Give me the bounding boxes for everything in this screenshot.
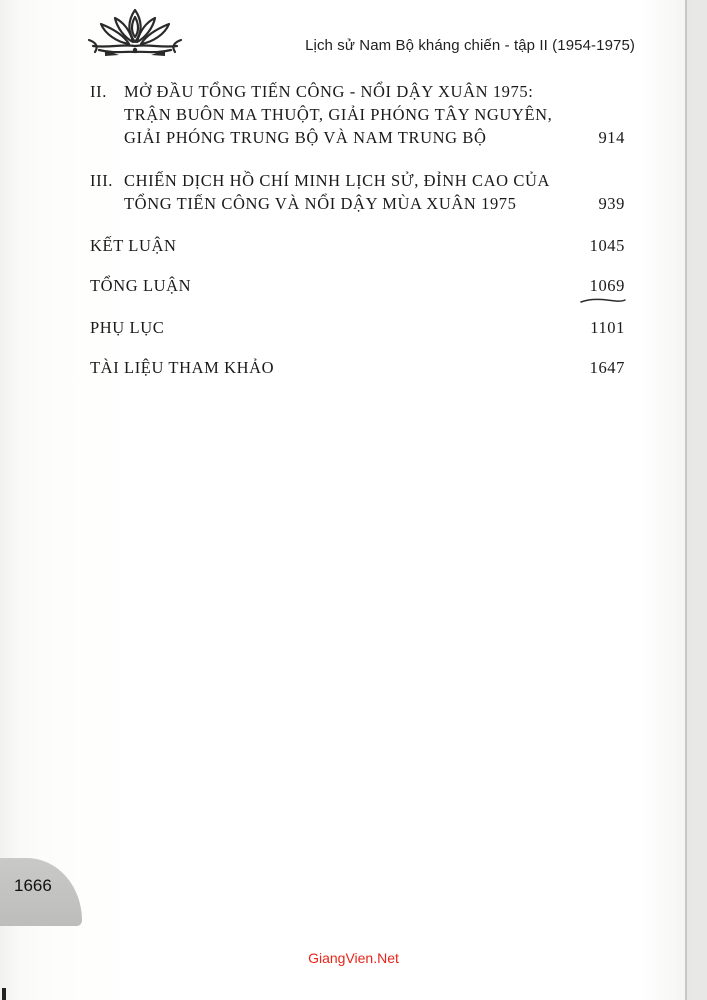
toc-entry-line: CHIẾN DỊCH HỒ CHÍ MINH LỊCH SỬ, ĐỈNH CAO CỦA: [124, 171, 551, 190]
toc-entry-title: [124, 80, 555, 149]
toc-entry-title: [124, 169, 555, 215]
toc-entry-page: 914: [598, 128, 625, 147]
toc-entry-page: 1069: [589, 276, 625, 295]
running-header: Lịch sử Nam Bộ kháng chiến - tập II (1954-1975): [305, 37, 635, 54]
toc-entry-line: GIẢI PHÓNG TRUNG BỘ VÀ NAM TRUNG BỘ: [124, 128, 487, 147]
toc-entry-page: 939: [598, 194, 625, 213]
toc-entry-iii: [90, 169, 625, 215]
watermark-text: GiangVien.Net: [308, 950, 399, 966]
toc-entry-page: 1101: [590, 318, 625, 337]
toc-entry-phu-luc: [90, 316, 625, 339]
toc-entry-page: 1045: [589, 236, 625, 255]
toc-entry-title: TÀI LIỆU THAM KHẢO: [90, 358, 275, 377]
toc-entry-ii: [90, 80, 625, 149]
toc-entry-number: III.: [90, 171, 114, 190]
toc-entry-title: PHỤ LỤC: [90, 318, 165, 337]
handwritten-underline-mark: [579, 296, 627, 306]
page-edge-line: [685, 0, 687, 1000]
page-edge-shadow: [687, 0, 707, 1000]
page-number: 1666: [14, 876, 52, 895]
lotus-ornament-icon: [85, 6, 185, 58]
toc-entry-line: TỔNG TIẾN CÔNG VÀ NỔI DẬY MÙA XUÂN 1975: [124, 194, 517, 213]
toc-entry-page: 1647: [589, 358, 625, 377]
toc-entry-line: MỞ ĐẦU TỔNG TIẾN CÔNG - NỔI DẬY XUÂN 1975:: [124, 82, 534, 101]
table-of-contents: [90, 80, 625, 379]
toc-entry-tai-lieu-tham-khao: [90, 356, 625, 379]
toc-entry-title: KẾT LUẬN: [90, 236, 177, 255]
toc-entry-line: TRẬN BUÔN MA THUỘT, GIẢI PHÓNG TÂY NGUYÊN,: [124, 105, 553, 124]
toc-entry-tong-luan: [90, 274, 625, 297]
toc-entry-number: II.: [90, 82, 107, 101]
toc-entry-title: TỔNG LUẬN: [90, 276, 192, 295]
scan-edge-mark: [2, 988, 6, 1000]
toc-entry-ket-luan: [90, 234, 625, 257]
